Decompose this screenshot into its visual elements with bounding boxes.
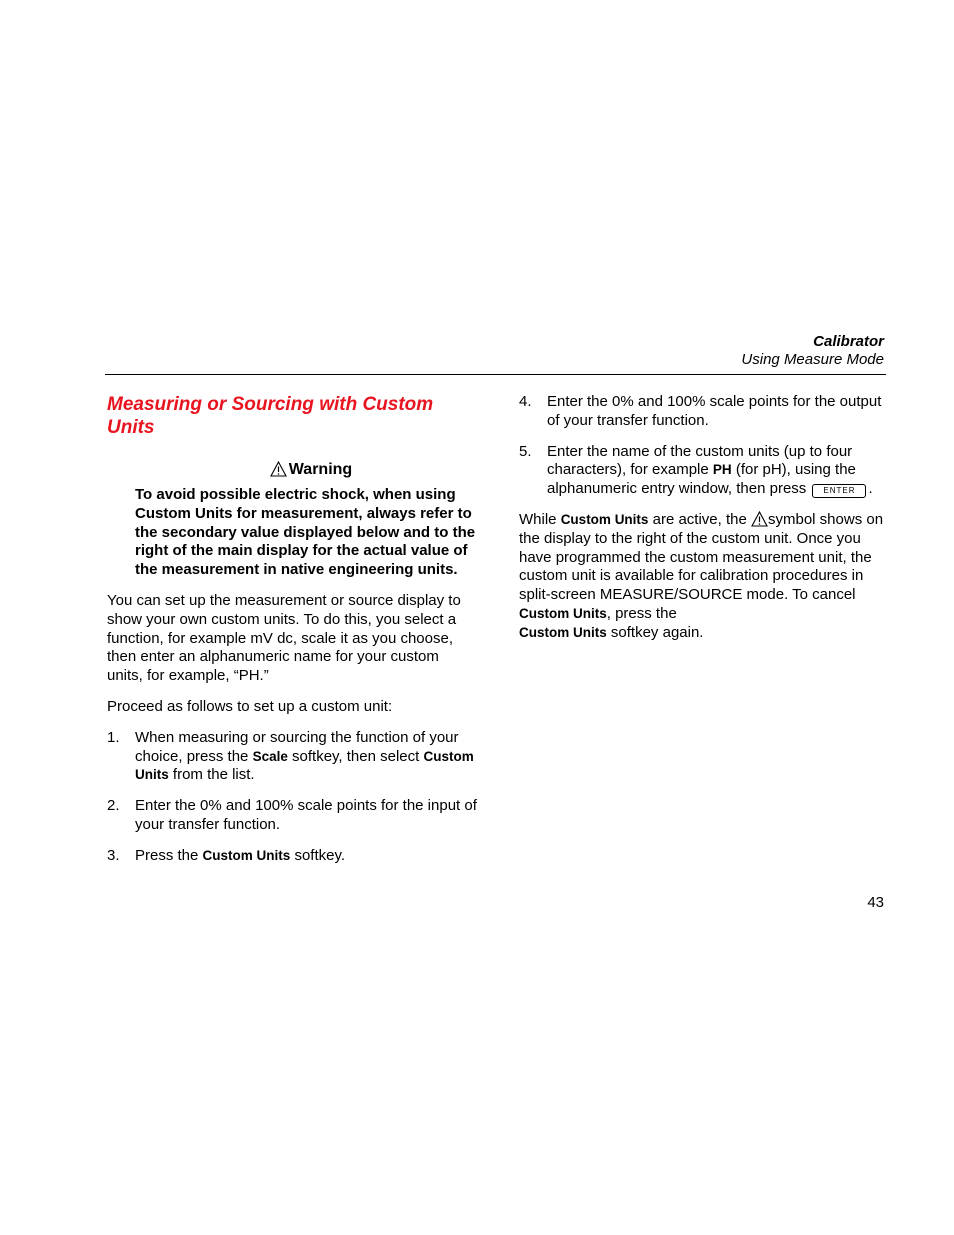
step-text: softkey.	[290, 846, 346, 864]
page-number: 43	[867, 894, 884, 911]
intro-paragraph: You can set up the measurement or source display to show your own custom units. To do this, you select a function, for example mV dc, scale it as you choose, then enter an alphanumeric name for your custom units, for example, “PH.”	[107, 591, 461, 685]
warning-triangle-icon	[751, 511, 768, 527]
step-text: from the list.	[168, 766, 255, 784]
note-text: , press the	[606, 604, 677, 622]
header-rule	[105, 374, 886, 375]
step-text: softkey, then select	[287, 747, 424, 765]
step-text: (for pH), using the alphanumeric entry window, then press	[547, 461, 856, 498]
note-text: symbol shows on the display to the right of the custom unit. Once you have programmed the custom measurement unit, the custom unit is available for calibration procedures in split-screen MEASURE/SOURCE mode. To cancel	[519, 510, 884, 604]
note-text: softkey again.	[606, 623, 704, 641]
warning-triangle-icon	[270, 461, 287, 477]
running-header-subtitle: Using Measure Mode	[741, 351, 884, 368]
left-column	[107, 393, 477, 878]
step-text: When measuring or sourcing the function of your choice, press the	[135, 728, 459, 765]
steps-list-continued	[519, 393, 885, 499]
step-number: 3.	[107, 846, 120, 864]
step-1	[107, 729, 477, 785]
running-header-title: Calibrator	[813, 333, 884, 350]
step-2	[107, 797, 477, 835]
note-paragraph	[519, 511, 885, 643]
step-text: Enter the 0% and 100% scale points for the input of your transfer function.	[135, 797, 477, 833]
step-number: 2.	[107, 797, 120, 815]
step-text: Enter the 0% and 100% scale points for the output of your transfer function.	[547, 393, 882, 429]
softkey-custom-units: Custom Units	[519, 605, 607, 621]
warning-text: To avoid possible electric shock, when using Custom Units for measurement, always refer to the secondary value displayed below and to the right of the main display for the actual value of the measurement in native engineering units.	[135, 486, 476, 579]
softkey-custom-units: Custom Units	[560, 511, 649, 527]
right-column	[519, 393, 885, 643]
step-text: Enter the name of the custom units (up to four characters), for example	[547, 442, 853, 479]
note-text: While	[519, 510, 561, 528]
softkey-scale: Scale	[252, 748, 288, 764]
warning-heading	[107, 460, 477, 480]
section-heading: Measuring or Sourcing with Custom Units	[107, 394, 434, 438]
step-number: 4.	[519, 393, 532, 410]
softkey-custom-units: Custom Units	[202, 847, 291, 863]
step-5	[519, 443, 885, 499]
note-text: are active, the	[648, 510, 751, 528]
step-text: Press the	[135, 846, 203, 864]
step-4	[519, 393, 885, 431]
softkey-custom-units: Custom Units	[135, 748, 474, 783]
warning-label: Warning	[288, 461, 353, 478]
display-text-ph: PH	[712, 462, 732, 478]
steps-list	[107, 729, 477, 866]
step-number: 5.	[519, 442, 532, 460]
step-3	[107, 847, 477, 866]
enter-key-icon: ENTER	[812, 484, 866, 498]
step-text: .	[868, 480, 873, 498]
proceed-paragraph: Proceed as follows to set up a custom unit:	[107, 697, 393, 715]
softkey-custom-units: Custom Units	[519, 624, 607, 640]
step-number: 1.	[107, 728, 120, 746]
